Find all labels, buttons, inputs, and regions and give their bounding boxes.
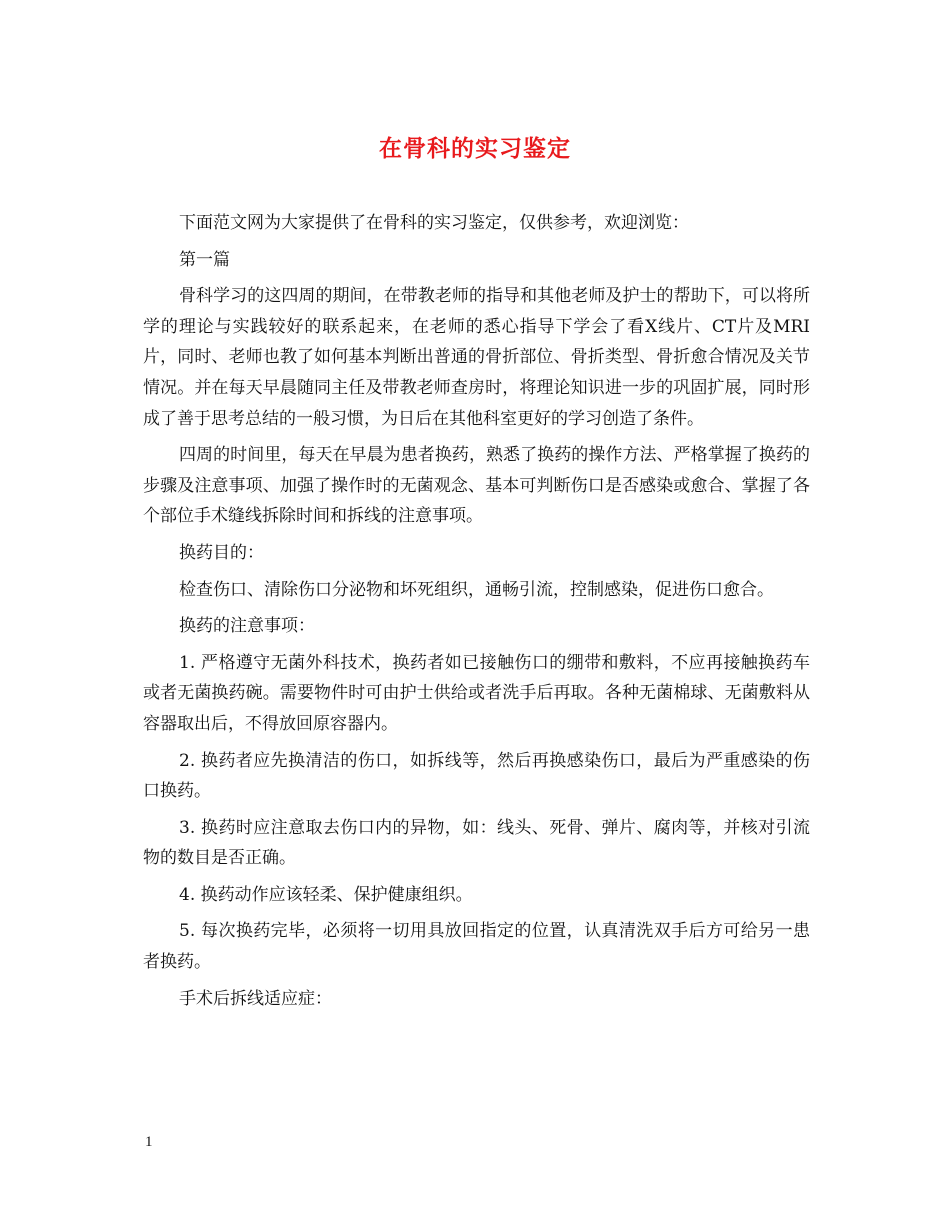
document-body [143,208,810,1020]
list-item: 5. 每次换药完毕，必须将一切用具放回指定的位置，认真清洗双手后方可给另一患者换药。 [143,921,810,973]
list-item: 4. 换药动作应该轻柔、保护健康组织。 [179,884,473,905]
list-item: 1. 严格遵守无菌外科技术，换药者如已接触伤口的绷带和敷料，不应再接触换药车或者无菌换药碗。需要物件时可由护士供给或者洗手后再取。各种无菌棉球、无菌敷料从容器取出后，不得放回原容器内。 [143,652,810,734]
paragraph: 下面范文网为大家提供了在骨科的实习鉴定，仅供参考，欢迎浏览： [179,213,689,233]
paragraph: 骨科学习的这四周的期间，在带教老师的指导和其他老师及护士的帮助下，可以将所学的理论与实践较好的联系起来，在老师的悉心指导下学会了看X线片、CT片及MRI片，同时、老师也教了如何基本判断出普通的骨折部位、骨折类型、骨折愈合情况及关节情况。并在每天早晨随同主任及带教老师查房时，将理论知识进一步的巩固扩展，同时形成了善于思考总结的一般习惯，为日后在其他科室更好的学习创造了条件。 [143,286,810,429]
document-title: 在骨科的实习鉴定 [379,135,571,162]
paragraph: 换药目的： [179,542,264,563]
paragraph: 手术后拆线适应症： [179,988,332,1009]
paragraph: 换药的注意事项： [179,616,315,637]
paragraph: 第一篇 [179,249,230,270]
paragraph: 四周的时间里，每天在早晨为患者换药，熟悉了换药的操作方法、严格掌握了换药的步骤及注意事项、加强了操作时的无菌观念、基本可判断伤口是否感染或愈合、掌握了各个部位手术缝线拆除时间和拆线的注意事项。 [143,445,810,527]
page-number: 1 [145,1134,153,1150]
list-item: 3. 换药时应注意取去伤口内的异物，如：线头、死骨、弹片、腐肉等，并核对引流物的数目是否正确。 [143,817,810,869]
paragraph: 检查伤口、清除伤口分泌物和坏死组织，通畅引流，控制感染，促进伤口愈合。 [179,579,774,600]
list-item: 2. 换药者应先换清洁的伤口，如拆线等，然后再换感染伤口，最后为严重感染的伤口换药。 [143,750,810,802]
